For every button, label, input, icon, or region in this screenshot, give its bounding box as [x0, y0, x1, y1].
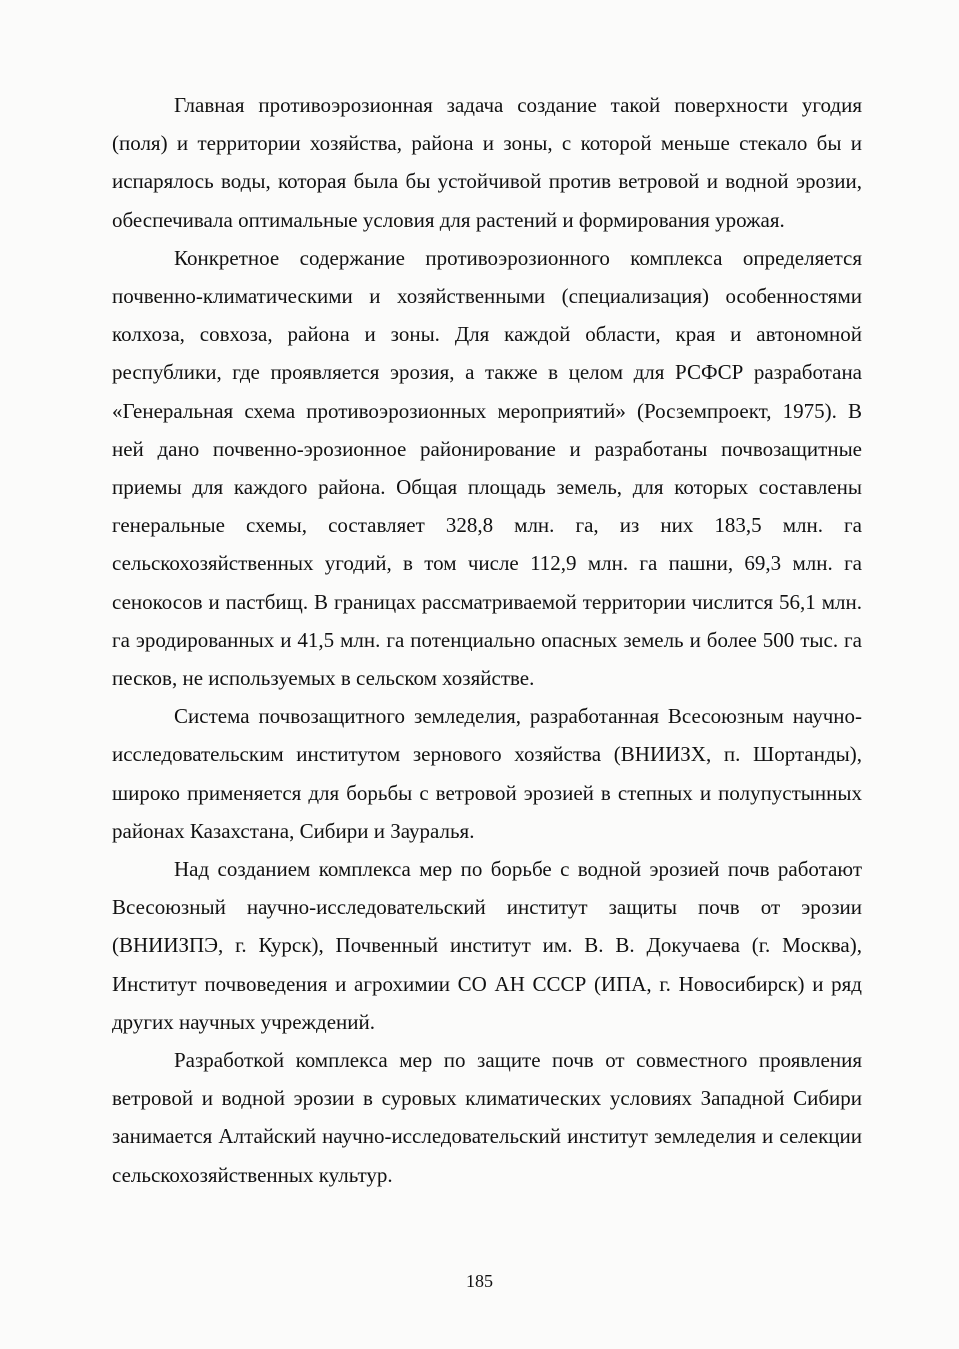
paragraph-3: Система почвозащитного земледелия, разработанная Всесоюзным научно-исследовательским институтом зернового хозяйства (ВНИИЗХ, п. Шортанды), широко применяется для борьбы с ветровой эрозией в степных и полупустынных районах Казахстана, Сибири и Зауралья.	[112, 704, 862, 843]
paragraph-2: Конкретное содержание противоэрозионного комплекса определяется почвенно-климатическими и хозяйственными (специализация) особенностями колхоза, совхоза, района и зоны. Для каждой области, края и автономной республики, где проявляется эрозия, а также в целом для РСФСР разработана «Генеральная схема противоэрозионных мероприятий» (Росземпроект, 1975). В ней дано почвенно-эрозионное районирование и разработаны почвозащитные приемы для каждого района. Общая площадь земель, для которых составлены генеральные схемы, составляет 328,8 млн. га, из них 183,5 млн. га сельскохозяйственных угодий, в том числе 112,9 млн. га пашни, 69,3 млн. га сенокосов и пастбищ. В границах рассматриваемой территории числится 56,1 млн. га эродированных и 41,5 млн. га потенциально опасных земель и более 500 тыс. га песков, не используемых в сельском хозяйстве.	[112, 245, 862, 691]
paragraph-5: Разработкой комплекса мер по защите почв от совместного проявления ветровой и водной эрозии в суровых климатических условиях Западной Сибири занимается Алтайский научно-исследовательский институт земледелия и селекции сельскохозяйственных культур.	[112, 1048, 862, 1187]
paragraph-4: Над созданием комплекса мер по борьбе с водной эрозией почв работают Всесоюзный научно-исследовательский институт защиты почв от эрозии (ВНИИЗПЭ, г. Курск), Почвенный институт им. В. В. Докучаева (г. Москва), Институт почвоведения и агрохимии СО АН СССР (ИПА, г. Новосибирск) и ряд других научных учреждений.	[112, 857, 862, 1034]
paragraph-1: Главная противоэрозионная задача создание такой поверхности угодия (поля) и территории хозяйства, района и зоны, с которой меньше стекало бы и испарялось воды, которая была бы устойчивой против ветровой и водной эрозии, обеспечивала оптимальные условия для растений и формирования урожая.	[112, 93, 862, 232]
page-number: 185	[466, 1271, 493, 1291]
body-text	[112, 86, 862, 1194]
